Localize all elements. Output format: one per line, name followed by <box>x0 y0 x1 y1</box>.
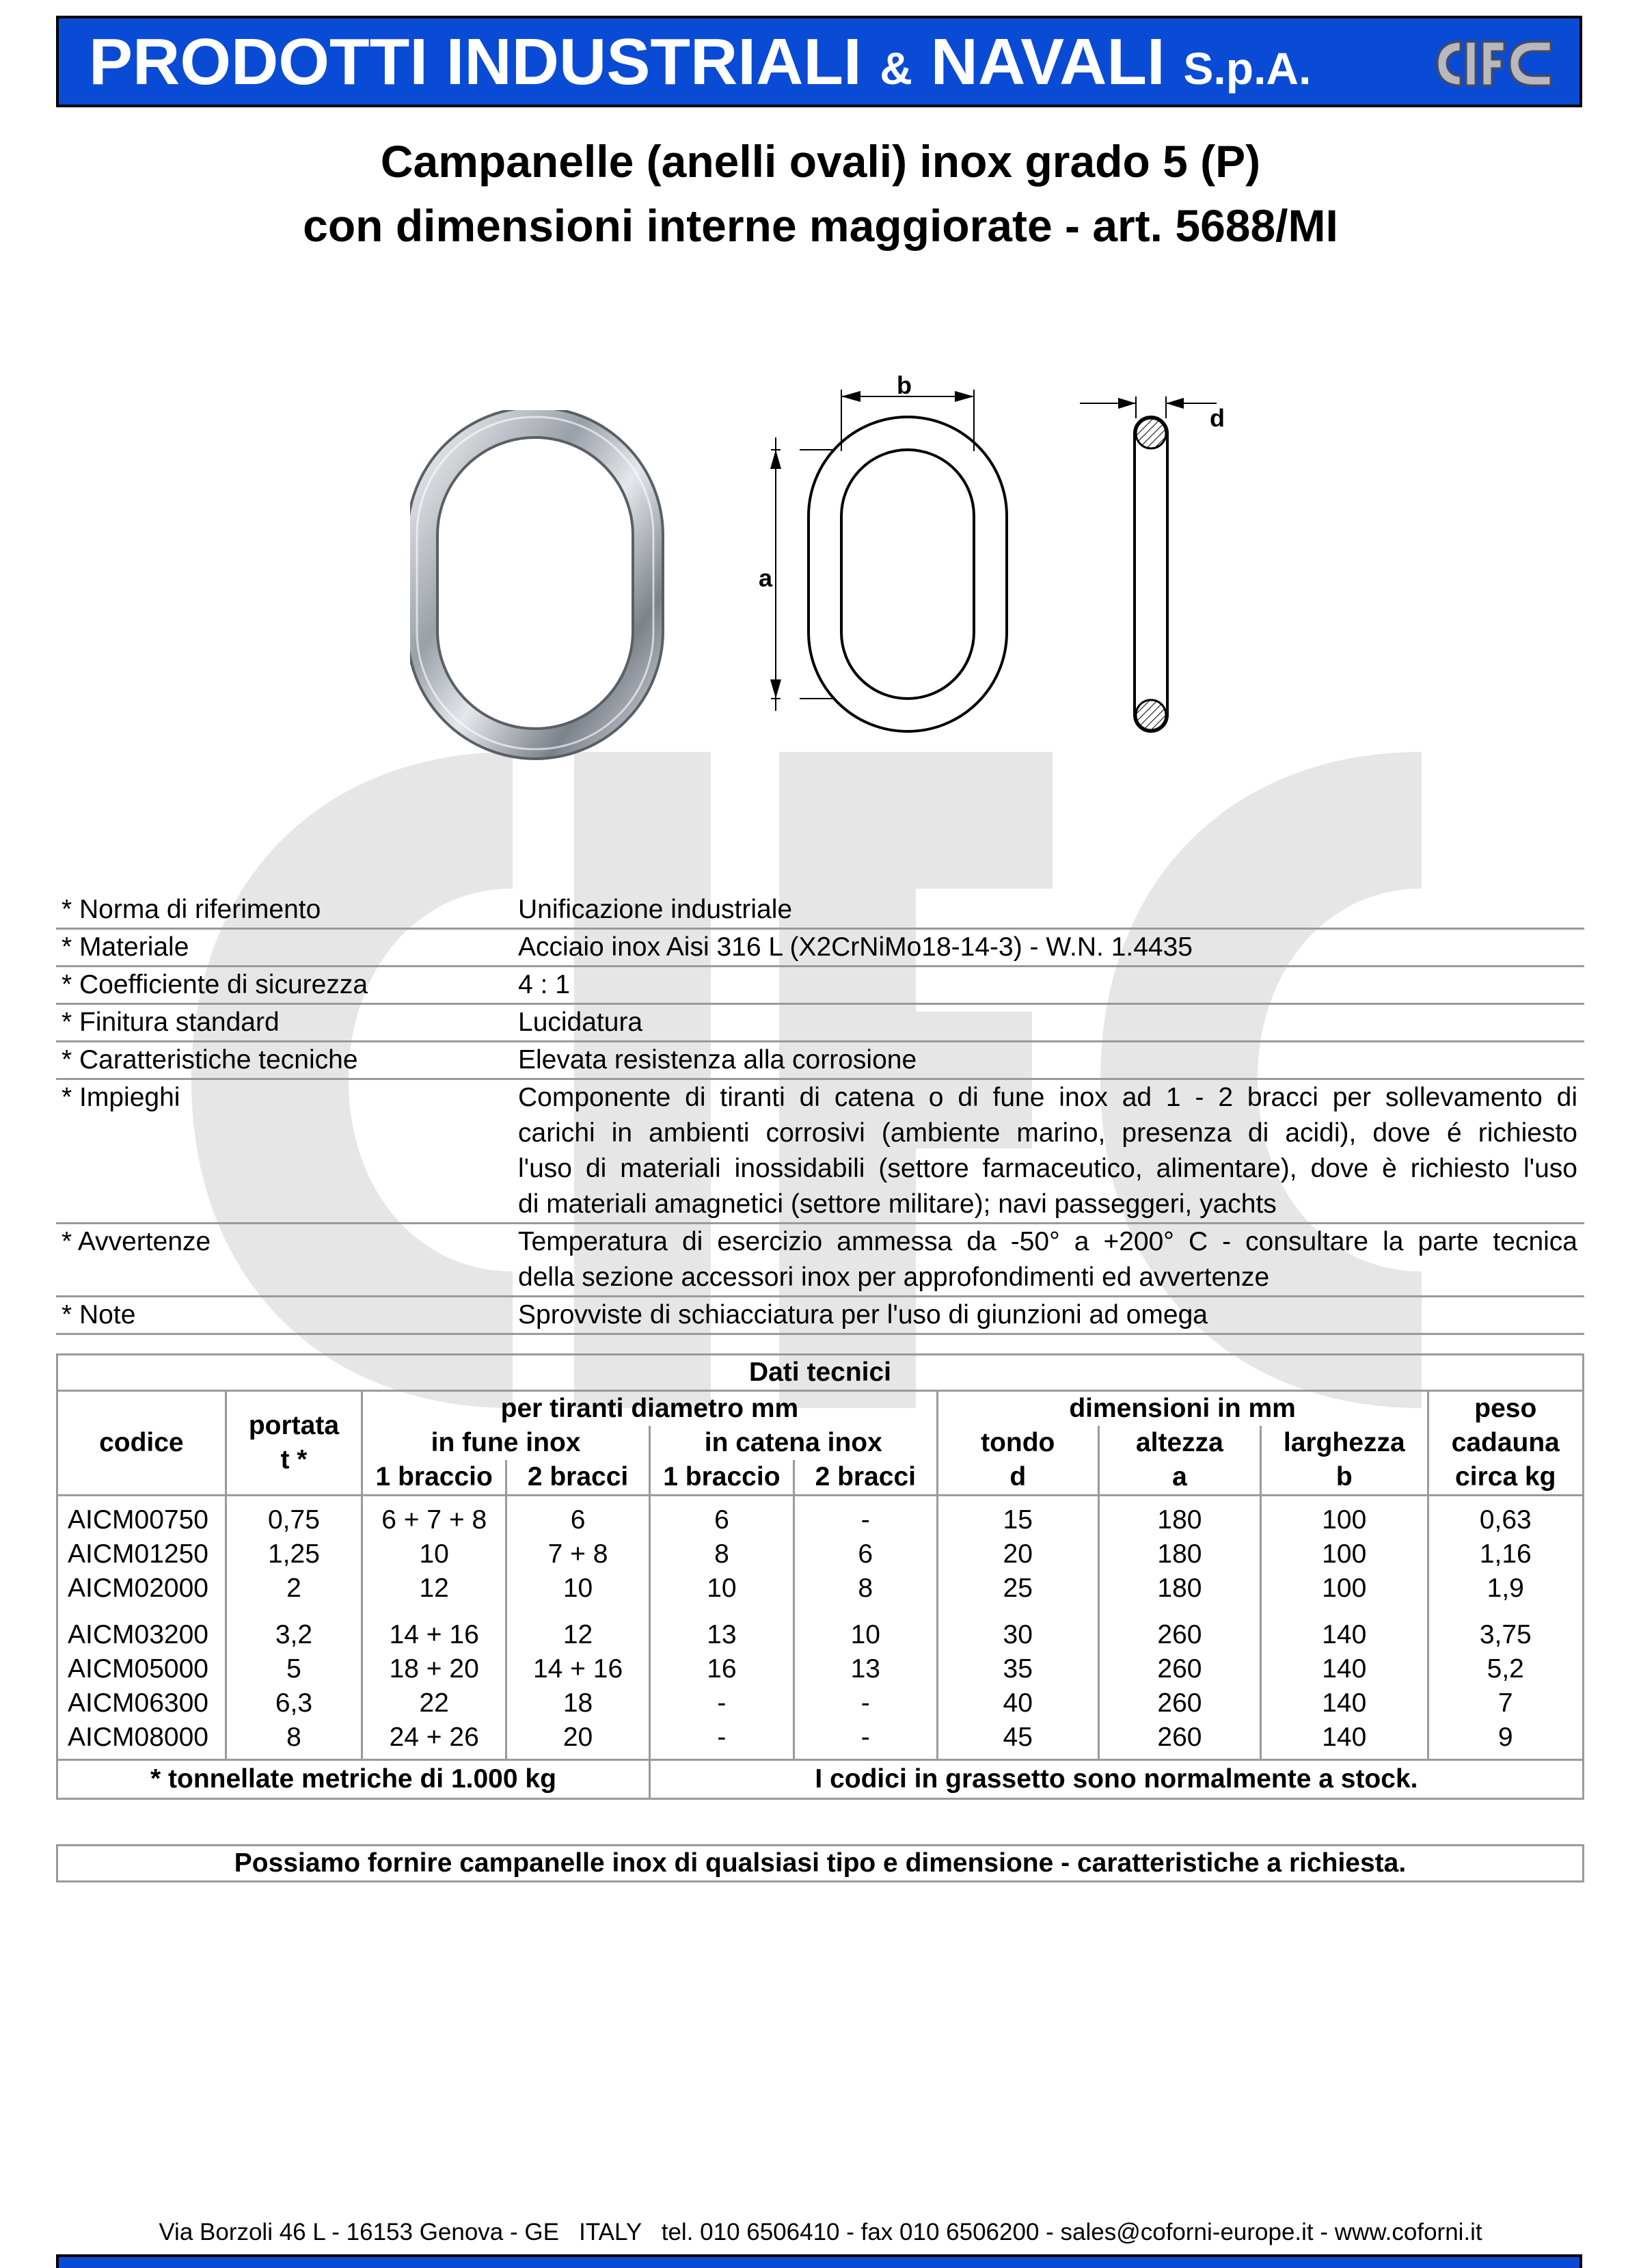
product-title-line1: Campanelle (anelli ovali) inox grado 5 (P) <box>380 136 1261 187</box>
table-cell: AICM06300 <box>57 1686 226 1720</box>
spec-value-line: Acciaio inox Aisi 316 L (X2CrNiMo18-14-3) - W.N. 1.4435 <box>518 932 1193 962</box>
table-footnote-right: I codici in grassetto sono normalmente a stock. <box>649 1760 1583 1799</box>
spec-row <box>56 1224 1584 1297</box>
col-catena-2bracci: 2 bracci <box>794 1460 937 1496</box>
spec-row <box>56 892 1584 930</box>
col-peso <box>1428 1391 1583 1496</box>
table-cell: 16 <box>649 1652 794 1686</box>
footer-bar <box>56 2254 1582 2268</box>
label-d: d <box>1210 404 1225 432</box>
spec-value-line: di materiali amagnetici (settore militare); navi passeggeri, yachts <box>518 1189 1277 1219</box>
table-cell: 180 <box>1098 1571 1260 1606</box>
table-footnote-left: * tonnellate metriche di 1.000 kg <box>57 1760 650 1799</box>
spec-row <box>56 967 1584 1005</box>
table-cell: 140 <box>1261 1686 1428 1720</box>
table-cell: 1,9 <box>1428 1571 1583 1606</box>
table-cell: 6 <box>794 1537 937 1571</box>
table-cell: 180 <box>1098 1537 1260 1571</box>
table-cell: 13 <box>794 1652 937 1686</box>
col-codice: codice <box>57 1391 226 1496</box>
spec-list <box>56 892 1584 1335</box>
table-cell: 180 <box>1098 1496 1260 1538</box>
spec-label: * Note <box>62 1300 136 1329</box>
spec-value <box>518 892 1584 928</box>
table-cell: 15 <box>937 1496 1098 1538</box>
table-cell: 7 <box>1428 1686 1583 1720</box>
table-cell: 1,16 <box>1428 1537 1583 1571</box>
table-cell: 0,75 <box>226 1496 362 1538</box>
col-peso-line2: cadauna <box>1451 1428 1560 1457</box>
table-cell: 18 <box>506 1686 650 1720</box>
table-cell: 10 <box>362 1537 506 1571</box>
spec-value <box>518 1297 1584 1333</box>
col-altezza-line2: a <box>1172 1462 1187 1491</box>
table-row <box>57 1686 1584 1720</box>
table-cell: 35 <box>937 1652 1098 1686</box>
table-cell: 8 <box>649 1537 794 1571</box>
spec-row <box>56 1080 1584 1224</box>
table-cell: 10 <box>506 1571 650 1606</box>
product-title-line2: con dimensioni interne maggiorate - art. 5688/MI <box>303 200 1338 251</box>
table-row <box>57 1652 1584 1686</box>
table-cell: AICM08000 <box>57 1720 226 1760</box>
table-cell: - <box>649 1686 794 1720</box>
table-cell: 30 <box>937 1606 1098 1652</box>
company-name-navali: NAVALI <box>930 25 1165 98</box>
table-cell: 260 <box>1098 1686 1260 1720</box>
table-row <box>57 1537 1584 1571</box>
table-cell: 3,2 <box>226 1606 362 1652</box>
spec-label: * Finitura standard <box>62 1008 280 1037</box>
col-group-fune: in fune inox <box>362 1426 650 1460</box>
table-cell: 100 <box>1261 1571 1428 1606</box>
col-portata-line2: t * <box>280 1445 308 1474</box>
table-cell: - <box>794 1720 937 1760</box>
table-cell: 22 <box>362 1686 506 1720</box>
table-cell: 20 <box>506 1720 650 1760</box>
table-cell: AICM02000 <box>57 1571 226 1606</box>
col-peso-line1: peso <box>1474 1394 1537 1423</box>
spec-row <box>56 1297 1584 1335</box>
table-cell: AICM03200 <box>57 1606 226 1652</box>
company-name <box>89 25 1312 103</box>
table-cell: 14 + 16 <box>506 1652 650 1686</box>
col-altezza <box>1098 1426 1260 1496</box>
table-cell: 20 <box>937 1537 1098 1571</box>
table-cell: 100 <box>1261 1496 1428 1538</box>
spec-row <box>56 1042 1584 1080</box>
spec-value <box>518 930 1584 965</box>
table-cell: 45 <box>937 1720 1098 1760</box>
table-cell: 2 <box>226 1571 362 1606</box>
label-b: b <box>897 371 912 399</box>
spec-label: * Norma di riferimento <box>62 895 321 924</box>
table-cell: 3,75 <box>1428 1606 1583 1652</box>
table-cell: 12 <box>362 1571 506 1606</box>
col-group-catena: in catena inox <box>649 1426 937 1460</box>
col-larghezza-line2: b <box>1335 1462 1353 1491</box>
col-peso-line3: circa kg <box>1455 1462 1556 1491</box>
company-name-main: PRODOTTI INDUSTRIALI <box>89 25 862 98</box>
table-cell: 25 <box>937 1571 1098 1606</box>
spec-row <box>56 930 1584 967</box>
table-cell: 6 <box>649 1496 794 1538</box>
table-cell: 0,63 <box>1428 1496 1583 1538</box>
spec-value <box>518 1005 1584 1040</box>
spec-value-line: carichi in ambienti corrosivi (ambiente marino, presenza di acidi), dove é richiesto <box>518 1118 1577 1148</box>
footer-contacts: Via Borzoli 46 L - 16153 Genova - GE ITALY tel. 010 6506410 - fax 010 6506200 - sales@coforni-europe.it - www.coforni.it <box>159 2219 1482 2245</box>
spec-value-line: Unificazione industriale <box>518 895 793 924</box>
spec-label: * Impieghi <box>62 1083 180 1112</box>
table-cell: 13 <box>649 1606 794 1652</box>
table-cell: 40 <box>937 1686 1098 1720</box>
table-cell: 6 <box>506 1496 650 1538</box>
table-cell: - <box>794 1496 937 1538</box>
spec-value <box>518 967 1584 1003</box>
table-cell: 140 <box>1261 1606 1428 1652</box>
table-cell: 5,2 <box>1428 1652 1583 1686</box>
bottom-note: Possiamo fornire campanelle inox di qualsiasi tipo e dimensione - caratteristiche a richiesta. <box>56 1844 1584 1882</box>
table-cell: 1,25 <box>226 1537 362 1571</box>
spec-label: * Materiale <box>62 932 189 962</box>
col-fune-1braccio: 1 braccio <box>362 1460 506 1496</box>
table-row <box>57 1496 1584 1538</box>
table-cell: 5 <box>226 1652 362 1686</box>
spec-value <box>518 1080 1584 1222</box>
table-row <box>57 1606 1584 1652</box>
technical-data-table <box>56 1353 1584 1800</box>
coforni-logo-icon <box>1433 36 1556 91</box>
col-portata <box>226 1391 362 1496</box>
company-name-amp: & <box>880 43 912 94</box>
label-a: a <box>759 564 773 592</box>
col-larghezza-line1: larghezza <box>1283 1428 1405 1457</box>
table-cell: 140 <box>1261 1652 1428 1686</box>
table-cell: 9 <box>1428 1720 1583 1760</box>
spec-value-line: Lucidatura <box>518 1008 643 1037</box>
table-cell: 12 <box>506 1606 650 1652</box>
spec-value-line: 4 : 1 <box>518 970 570 999</box>
table-cell: AICM01250 <box>57 1537 226 1571</box>
table-cell: - <box>649 1720 794 1760</box>
table-cell: 8 <box>226 1720 362 1760</box>
col-altezza-line1: altezza <box>1135 1428 1223 1457</box>
col-fune-2bracci: 2 bracci <box>506 1460 650 1496</box>
table-cell: 14 + 16 <box>362 1606 506 1652</box>
header-banner <box>56 16 1582 107</box>
table-cell: 100 <box>1261 1537 1428 1571</box>
col-group-tiranti: per tiranti diametro mm <box>362 1391 937 1427</box>
table-cell: 6,3 <box>226 1686 362 1720</box>
table-cell: 10 <box>649 1571 794 1606</box>
table-cell: 140 <box>1261 1720 1428 1760</box>
table-cell: AICM00750 <box>57 1496 226 1538</box>
spec-value-line: Sprovviste di schiacciatura per l'uso di giunzioni ad omega <box>518 1300 1208 1329</box>
table-body <box>57 1496 1584 1760</box>
col-portata-line1: portata <box>248 1411 340 1440</box>
spec-value-line: Componente di tiranti di catena o di fune inox ad 1 - 2 bracci per sollevamento di <box>518 1083 1577 1112</box>
table-row <box>57 1571 1584 1606</box>
product-photo <box>410 410 670 766</box>
spec-label: * Avvertenze <box>62 1227 211 1256</box>
col-tondo-line1: tondo <box>981 1428 1055 1457</box>
table-cell: 6 + 7 + 8 <box>362 1496 506 1538</box>
table-cell: 24 + 26 <box>362 1720 506 1760</box>
table-cell: 18 + 20 <box>362 1652 506 1686</box>
spec-label: * Coefficiente di sicurezza <box>62 970 368 999</box>
col-tondo <box>937 1426 1098 1496</box>
table-cell: 7 + 8 <box>506 1537 650 1571</box>
spec-row <box>56 1005 1584 1042</box>
spec-label: * Caratteristiche tecniche <box>62 1045 358 1075</box>
table-cell: 10 <box>794 1606 937 1652</box>
technical-drawing <box>738 369 1258 752</box>
table-cell: 260 <box>1098 1606 1260 1652</box>
spec-value <box>518 1224 1584 1295</box>
table-cell: 260 <box>1098 1652 1260 1686</box>
table-cell: 8 <box>794 1571 937 1606</box>
spec-value-line: Temperatura di esercizio ammessa da -50° a +200° C - consultare la parte tecnica <box>518 1227 1577 1256</box>
table-cell: - <box>794 1686 937 1720</box>
col-larghezza <box>1261 1426 1428 1496</box>
company-name-spa: S.p.A. <box>1183 43 1312 94</box>
spec-value-line: Elevata resistenza alla corrosione <box>518 1045 917 1075</box>
spec-value-line: della sezione accessori inox per approfondimenti ed avvertenze <box>518 1263 1270 1292</box>
col-group-dimensioni: dimensioni in mm <box>937 1391 1428 1427</box>
table-cell: 260 <box>1098 1720 1260 1760</box>
col-catena-1braccio: 1 braccio <box>649 1460 794 1496</box>
table-cell: AICM05000 <box>57 1652 226 1686</box>
table-row <box>57 1720 1584 1760</box>
table-caption: Dati tecnici <box>57 1355 1584 1391</box>
spec-value <box>518 1042 1584 1078</box>
col-tondo-line2: d <box>1009 1462 1027 1491</box>
spec-value-line: l'uso di materiali inossidabili (settore farmaceutico, alimentare), dove è richiesto l'uso <box>518 1154 1577 1183</box>
